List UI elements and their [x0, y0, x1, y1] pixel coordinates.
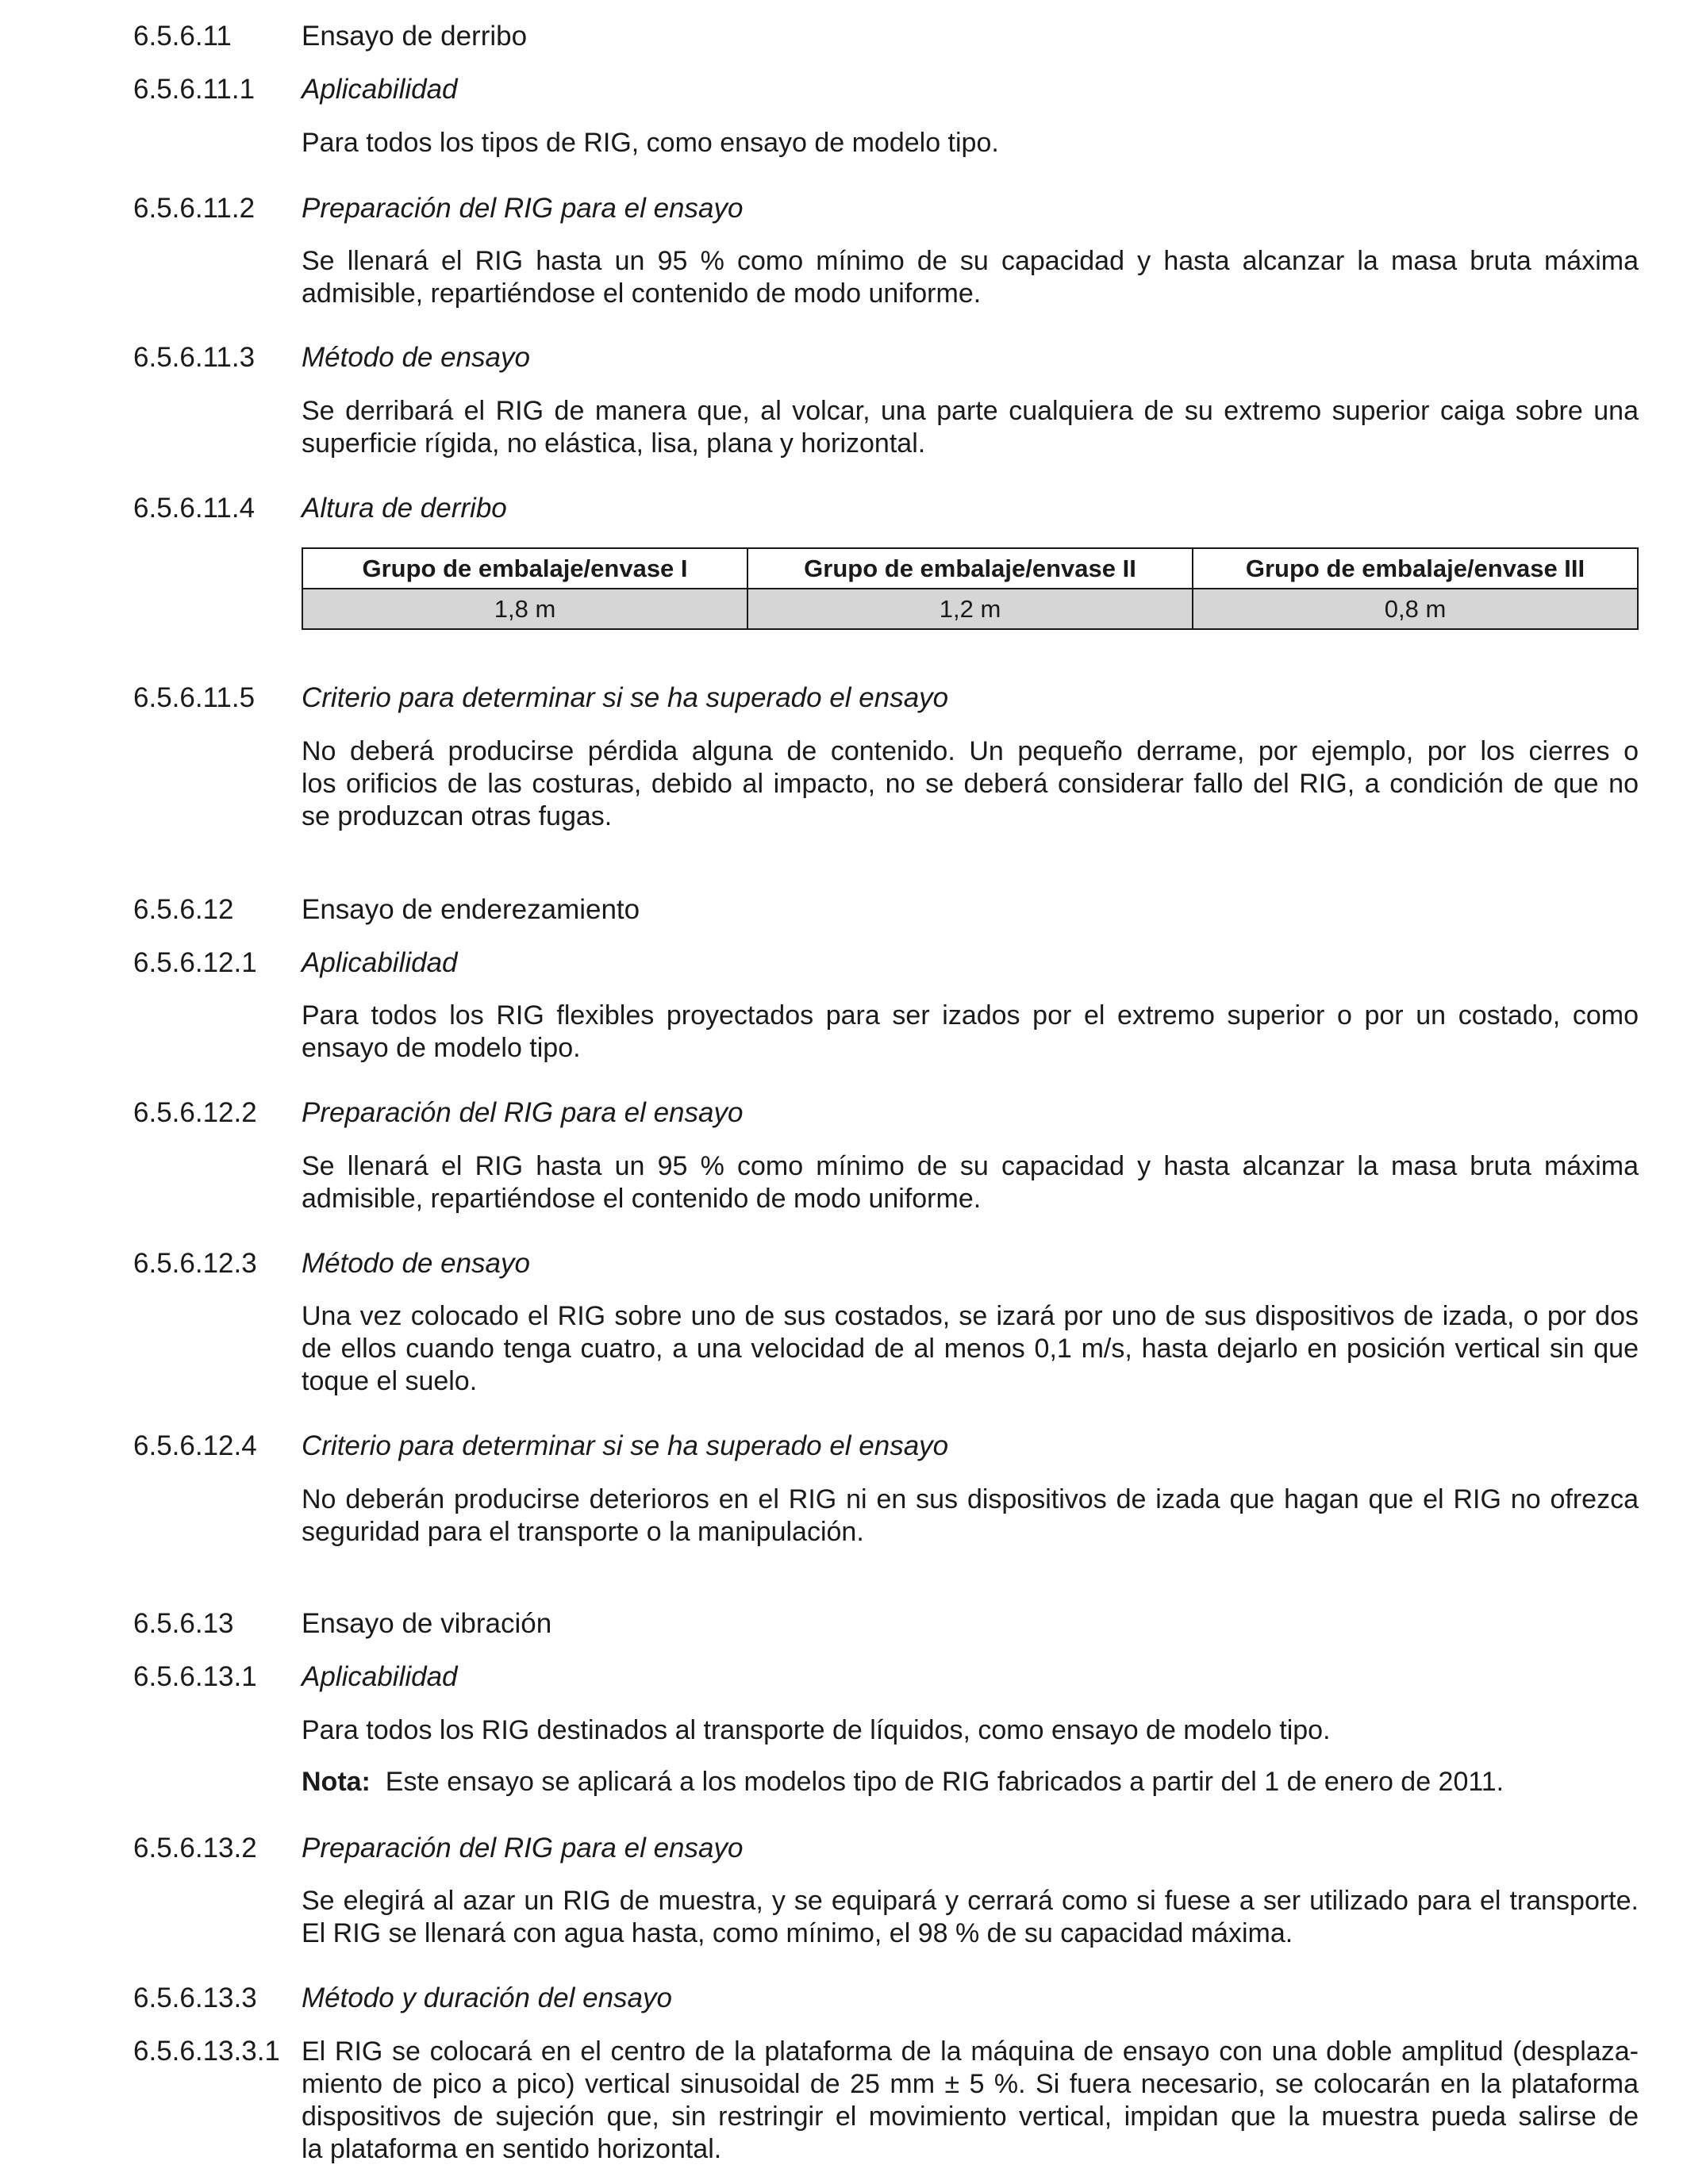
note-text: Este ensayo se aplicará a los modelos tipo de RIG fabricados a partir del 1 de enero de 2011. [385, 1767, 1504, 1797]
subsection-number: 6.5.6.11.4 [133, 493, 256, 524]
paragraph [302, 2036, 1639, 2166]
paragraph-line: los orificios de las costuras, debido al impacto, no se deberá considerar fallo del RIG, a condición de que no [302, 769, 1639, 799]
subsection-title: Método y duración del ensayo [302, 1982, 672, 2013]
subsection-title: Aplicabilidad [302, 1661, 458, 1692]
paragraph-line: se produzcan otras fugas. [302, 801, 613, 831]
subsection-number: 6.5.6.13.3 [133, 1982, 257, 2013]
section-number: 6.5.6.12 [133, 894, 234, 925]
note-label: Nota: [302, 1767, 371, 1797]
drop-height-table [302, 547, 1639, 630]
subsection-title: Altura de derribo [302, 493, 507, 524]
table-cell: 1,2 m [747, 589, 1193, 629]
paragraph-line: miento de pico a pico) vertical sinusoidal de 25 mm ± 5 %. Si fuera necesario, se colocarán en la plataforma [302, 2069, 1639, 2099]
subsection-number: 6.5.6.12.3 [133, 1248, 257, 1279]
section-title: Ensayo de enderezamiento [302, 894, 640, 925]
subsection-number: 6.5.6.11.5 [133, 682, 256, 713]
paragraph-line: Se derribará el RIG de manera que, al volcar, una parte cualquiera de su extremo superior caiga sobre una [302, 396, 1639, 426]
paragraph-line: la plataforma en sentido horizontal. [302, 2134, 722, 2164]
section-title: Ensayo de vibración [302, 1608, 552, 1639]
paragraph [302, 1885, 1639, 1950]
paragraph-line: Se llenará el RIG hasta un 95 % como mínimo de su capacidad y hasta alcanzar la masa bruta máxima [302, 1151, 1639, 1181]
paragraph-line: Para todos los tipos de RIG, como ensayo de modelo tipo. [302, 128, 999, 158]
subsection-title: Preparación del RIG para el ensayo [302, 193, 744, 224]
paragraph [302, 1300, 1639, 1398]
paragraph-line: seguridad para el transporte o la manipulación. [302, 1517, 864, 1547]
paragraph-line: ensayo de modelo tipo. [302, 1033, 581, 1063]
paragraph-line: Para todos los RIG flexibles proyectados para ser izados por el extremo superior o por un costado, como [302, 1000, 1639, 1031]
paragraph-line: No deberá producirse pérdida alguna de contenido. Un pequeño derrame, por ejemplo, por los cierres o [302, 736, 1639, 766]
paragraph-line: admisible, repartiéndose el contenido de modo uniforme. [302, 1184, 982, 1214]
table-header-cell: Grupo de embalaje/envase II [747, 548, 1193, 589]
table-row [302, 589, 1638, 629]
section-number: 6.5.6.11 [133, 21, 232, 52]
paragraph-line: admisible, repartiéndose el contenido de modo uniforme. [302, 278, 982, 309]
note-line [302, 1766, 1639, 1798]
clause-number: 6.5.6.13.3.1 [133, 2036, 280, 2067]
paragraph [302, 245, 1639, 310]
paragraph-line: Una vez colocado el RIG sobre uno de sus costados, se izará por uno de sus dispositivos de izada, o por dos [302, 1301, 1639, 1331]
table-header-cell: Grupo de embalaje/envase I [302, 548, 747, 589]
subsection-title: Método de ensayo [302, 1248, 530, 1279]
paragraph-line: superficie rígida, no elástica, lisa, plana y horizontal. [302, 428, 926, 459]
subsection-number: 6.5.6.12.2 [133, 1097, 257, 1128]
subsection-title: Preparación del RIG para el ensayo [302, 1097, 744, 1128]
paragraph [302, 127, 1639, 159]
paragraph-line: dispositivos de sujeción que, sin restringir el movimiento vertical, impidan que la muestra pueda salirse de [302, 2101, 1639, 2132]
table-header-cell: Grupo de embalaje/envase III [1193, 548, 1638, 589]
note [302, 1766, 1639, 1798]
section-title: Ensayo de derribo [302, 21, 528, 52]
subsection-number: 6.5.6.13.1 [133, 1661, 257, 1692]
subsection-title: Aplicabilidad [302, 947, 458, 978]
subsection-title: Preparación del RIG para el ensayo [302, 1833, 744, 1864]
subsection-title: Criterio para determinar si se ha superado el ensayo [302, 682, 949, 713]
paragraph-line: El RIG se llenará con agua hasta, como mínimo, el 98 % de su capacidad máxima. [302, 1918, 1293, 1948]
table-header-row [302, 548, 1638, 589]
paragraph [302, 735, 1639, 833]
paragraph [302, 1000, 1639, 1065]
paragraph-line: toque el suelo. [302, 1366, 478, 1396]
paragraph-line: Para todos los RIG destinados al transporte de líquidos, como ensayo de modelo tipo. [302, 1715, 1331, 1745]
paragraph [302, 1150, 1639, 1215]
subsection-number: 6.5.6.11.1 [133, 74, 256, 105]
paragraph-line: El RIG se colocará en el centro de la plataforma de la máquina de ensayo con una doble amplitud (desplaza- [302, 2036, 1639, 2067]
paragraph-line: Se elegirá al azar un RIG de muestra, y se equipará y cerrará como si fuese a ser utilizado para el transporte. [302, 1886, 1639, 1916]
subsection-number: 6.5.6.13.2 [133, 1833, 257, 1864]
section-number: 6.5.6.13 [133, 1608, 234, 1639]
paragraph [302, 1484, 1639, 1549]
subsection-title: Criterio para determinar si se ha superado el ensayo [302, 1430, 949, 1461]
subsection-title: Aplicabilidad [302, 74, 458, 105]
paragraph [302, 395, 1639, 460]
table-cell: 1,8 m [302, 589, 747, 629]
paragraph-line: de ellos cuando tenga cuatro, a una velocidad de al menos 0,1 m/s, hasta dejarlo en posición vertical sin que [302, 1334, 1639, 1364]
subsection-number: 6.5.6.12.1 [133, 947, 257, 978]
table-cell: 0,8 m [1193, 589, 1638, 629]
paragraph-line: Se llenará el RIG hasta un 95 % como mínimo de su capacidad y hasta alcanzar la masa bruta máxima [302, 246, 1639, 276]
subsection-number: 6.5.6.12.4 [133, 1430, 257, 1461]
subsection-title: Método de ensayo [302, 342, 530, 373]
paragraph-line: No deberán producirse deterioros en el RIG ni en sus dispositivos de izada que hagan que el RIG no ofrezca [302, 1484, 1639, 1514]
subsection-number: 6.5.6.11.3 [133, 342, 256, 373]
paragraph [302, 1714, 1639, 1747]
subsection-number: 6.5.6.11.2 [133, 193, 256, 224]
